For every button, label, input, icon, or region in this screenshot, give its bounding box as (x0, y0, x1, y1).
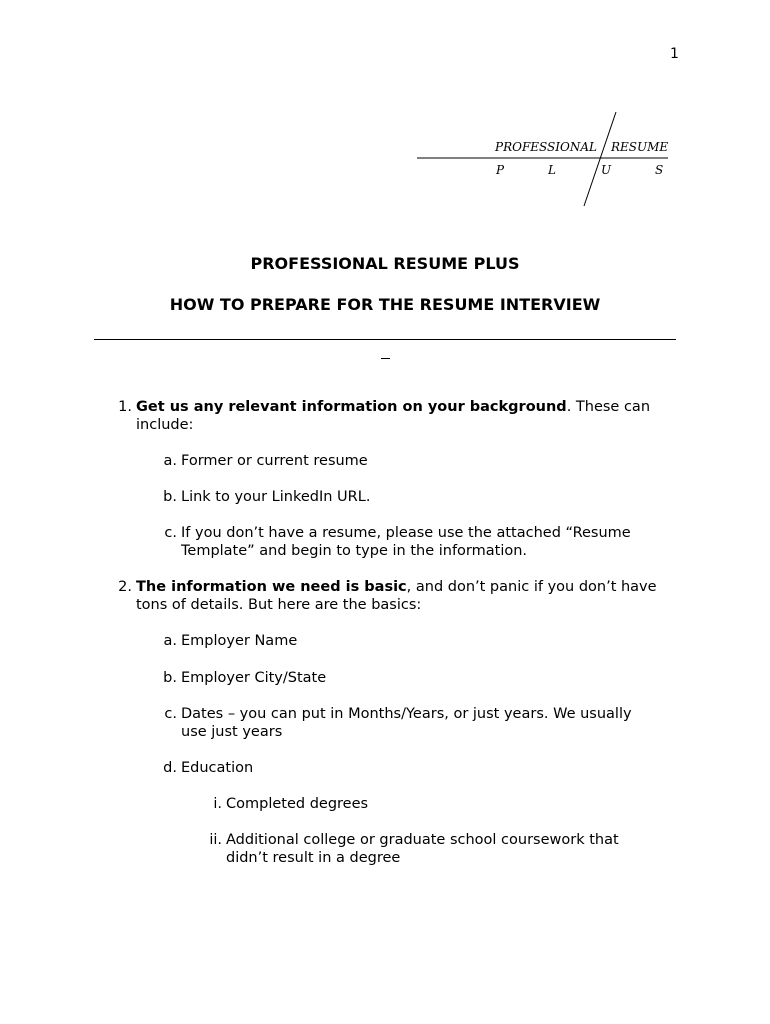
logo-lines (410, 104, 680, 214)
logo-letter-p: P (496, 163, 505, 177)
sub-list-text: Employer City/State (181, 670, 327, 686)
sub-list-marker: c. (164, 706, 177, 722)
sub-list-text: If you don’t have a resume, please use the attached “Resume (181, 525, 631, 541)
sub-list-continuation: use just years (181, 724, 283, 740)
sub-list-text: Dates – you can put in Months/Years, or just years. We usually (181, 706, 632, 722)
sub-list-marker: a. (163, 453, 177, 469)
sub-sub-list-marker: i. (213, 796, 222, 812)
logo-word-professional: PROFESSIONAL (495, 140, 597, 154)
logo-letter-s: S (655, 163, 664, 177)
company-logo (410, 104, 680, 214)
list-item-text (136, 578, 657, 596)
sub-list-marker: d. (163, 760, 177, 776)
sub-list-text: Employer Name (181, 633, 298, 649)
logo-letter-u: U (601, 163, 612, 177)
page-number: 1 (670, 46, 679, 62)
sub-list-text: Link to your LinkedIn URL. (181, 489, 371, 505)
list-item-continuation: tons of details. But here are the basics: (136, 597, 422, 613)
horizontal-rule (94, 325, 676, 340)
sub-list-marker: b. (163, 489, 177, 505)
sub-list-marker: c. (164, 525, 177, 541)
sub-sub-list-marker: ii. (209, 832, 222, 848)
list-item-heading: The information we need is basic (136, 579, 407, 595)
logo-letter-l: L (548, 163, 556, 177)
horizontal-rule-tail (381, 348, 390, 359)
sub-list-marker: a. (163, 633, 177, 649)
list-item-rest: . These can (566, 399, 651, 415)
sub-sub-list-text: Completed degrees (226, 796, 369, 812)
sub-list-marker: b. (163, 670, 177, 686)
list-item-heading: Get us any relevant information on your background (136, 399, 567, 415)
list-item-continuation: include: (136, 417, 194, 433)
list-item-rest: , and don’t panic if you don’t have (406, 579, 657, 595)
sub-list-text: Education (181, 760, 254, 776)
list-marker: 2. (118, 579, 132, 595)
sub-list-text: Former or current resume (181, 453, 368, 469)
document-subtitle: HOW TO PREPARE FOR THE RESUME INTERVIEW (169, 295, 601, 314)
sub-sub-list-text: Additional college or graduate school coursework that (226, 832, 619, 848)
sub-list-continuation: Template” and begin to type in the information. (181, 543, 528, 559)
document-title: PROFESSIONAL RESUME PLUS (250, 254, 520, 273)
sub-sub-list-continuation: didn’t result in a degree (226, 850, 401, 866)
logo-word-resume: RESUME (611, 140, 669, 154)
list-marker: 1. (118, 399, 132, 415)
list-item-text (136, 398, 650, 416)
